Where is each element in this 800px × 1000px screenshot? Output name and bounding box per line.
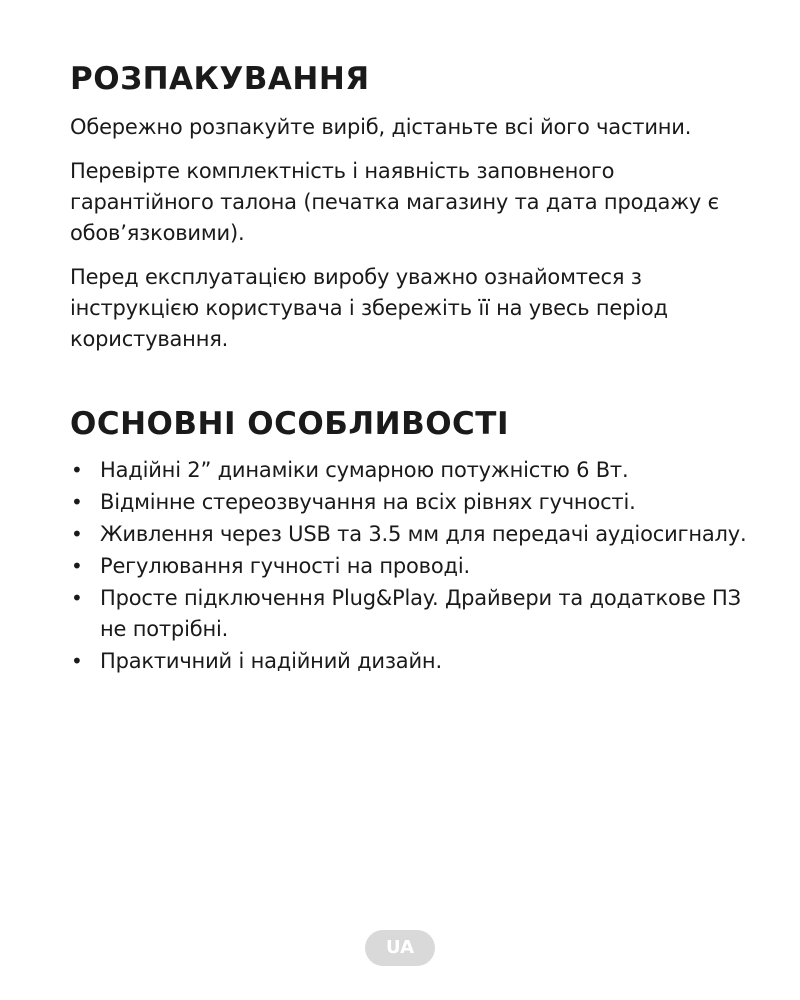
bullet-icon: • <box>71 649 83 673</box>
list-item <box>70 487 750 518</box>
list-item <box>70 646 750 677</box>
unpacking-paragraph-1: Обережно розпакуйте виріб, дістаньте всі його частини. <box>70 115 692 139</box>
list-item <box>70 519 750 550</box>
bullet-icon: • <box>71 522 83 546</box>
unpacking-heading: РОЗПАКУВАННЯ <box>70 61 370 97</box>
bullet-icon: • <box>71 490 83 514</box>
unpacking-paragraph-2: Перевірте комплектність і наявність заповненого гарантійного талона (печатка магазину та дата продажу є обов’язковими). <box>70 159 719 245</box>
features-section <box>70 403 750 677</box>
unpacking-paragraph-3: Перед експлуатацією виробу уважно ознайомтеся з інструкцією користувача і збережіть її на увесь період користування. <box>70 265 668 351</box>
list-item <box>70 583 750 645</box>
feature-text: Просте підключення Plug&Play. Драйвери та додаткове ПЗ не потрібні. <box>100 586 741 641</box>
bullet-icon: • <box>71 586 83 610</box>
feature-text: Регулювання гучності на проводі. <box>100 554 470 578</box>
document-page <box>70 58 750 678</box>
feature-text: Живлення через USB та 3.5 мм для передачі аудіосигналу. <box>100 522 747 546</box>
features-list <box>70 455 750 677</box>
features-heading: ОСНОВНІ ОСОБЛИВОСТІ <box>70 406 509 442</box>
language-badge: UA <box>365 930 435 966</box>
feature-text: Надійні 2” динаміки сумарною потужністю 6 Вт. <box>100 458 629 482</box>
list-item <box>70 455 750 486</box>
unpacking-section <box>70 58 750 355</box>
list-item <box>70 551 750 582</box>
bullet-icon: • <box>71 554 83 578</box>
bullet-icon: • <box>71 458 83 482</box>
feature-text: Відмінне стереозвучання на всіх рівнях гучності. <box>100 490 636 514</box>
feature-text: Практичний і надійний дизайн. <box>100 649 442 673</box>
